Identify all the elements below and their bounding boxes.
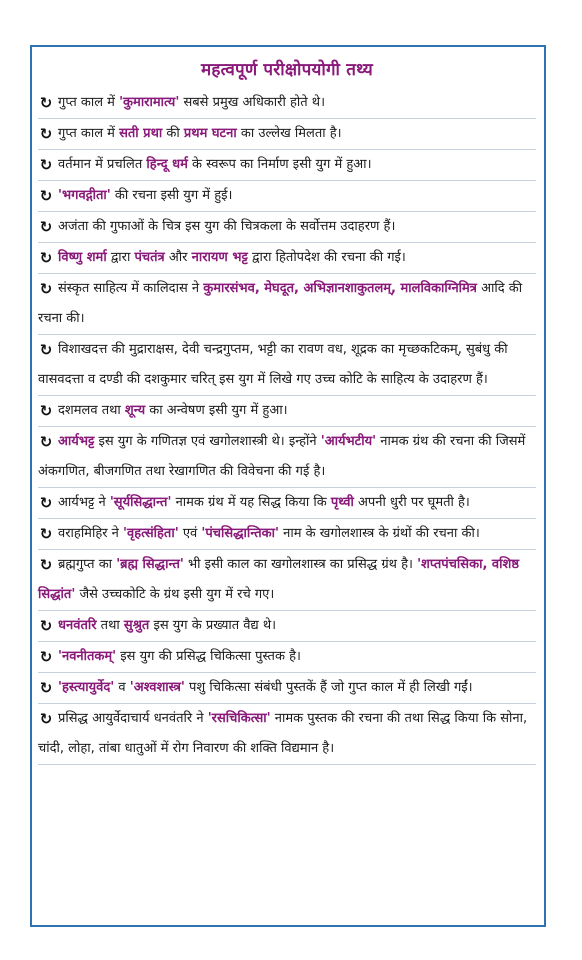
arrow-circle-icon: ↻ <box>39 218 53 236</box>
fact-text: सबसे प्रमुख अधिकारी होते थे। <box>179 95 326 110</box>
highlight-text: 'हस्त्यायुर्वेद' <box>58 680 115 695</box>
fact-text: आर्यभट्ट ने <box>58 495 110 510</box>
highlight-text: 'रसचिकित्सा' <box>207 711 271 726</box>
highlight-text: सुश्रुत <box>123 618 150 633</box>
arrow-circle-icon: ↻ <box>39 402 53 420</box>
list-item <box>38 704 536 765</box>
highlight-text: विष्णु शर्मा <box>58 250 107 265</box>
arrow-circle-icon: ↻ <box>39 280 53 298</box>
arrow-circle-icon: ↻ <box>39 617 53 635</box>
fact-text: और <box>164 250 192 265</box>
fact-text: नामक ग्रंथ की रचना की जिसमें अंकगणित, बीजगणित तथा रेखागणित की विवेचना की गई है। <box>38 434 526 479</box>
page-title: महत्वपूर्ण परीक्षोपयोगी तथ्य <box>201 60 373 80</box>
list-item <box>38 243 536 274</box>
arrow-circle-icon: ↻ <box>39 433 53 451</box>
fact-text: संस्कृत साहित्य में कालिदास ने <box>58 281 204 296</box>
facts-list <box>38 88 536 765</box>
list-item <box>38 396 536 427</box>
highlight-text: 'नवनीतकम्' <box>58 649 117 664</box>
fact-text: का अन्वेषण इसी युग में हुआ। <box>145 403 288 418</box>
list-item <box>38 335 536 396</box>
highlight-text: हिन्दू धर्म <box>146 157 188 172</box>
fact-text: आदि की रचना की। <box>38 281 523 326</box>
fact-text: द्वारा <box>106 250 135 265</box>
highlight-text: प्रथम घटना <box>183 126 237 141</box>
list-item <box>38 642 536 673</box>
highlight-text: 'वृहत्संहिता' <box>123 526 179 541</box>
fact-text: नामक ग्रंथ में यह सिद्ध किया कि <box>171 495 331 510</box>
list-item <box>38 181 536 212</box>
arrow-circle-icon: ↻ <box>39 249 53 267</box>
arrow-circle-icon: ↻ <box>39 156 53 174</box>
highlight-text: 'पंचसिद्धान्तिका' <box>201 526 280 541</box>
facts-card <box>30 45 546 927</box>
list-item <box>38 274 536 335</box>
fact-text: तथा <box>96 618 124 633</box>
fact-text: दशमलव तथा <box>58 403 125 418</box>
list-item <box>38 150 536 181</box>
list-item <box>38 488 536 519</box>
highlight-text: नारायण भट्ट <box>191 250 248 265</box>
highlight-text: आर्यभट्ट <box>58 434 95 449</box>
fact-text: व <box>114 680 130 695</box>
list-item <box>38 212 536 243</box>
list-item <box>38 611 536 642</box>
fact-text: वराहमिहिर ने <box>58 526 124 541</box>
fact-text: ब्रह्मगुप्त का <box>58 557 117 572</box>
fact-text: का उल्लेख मिलता है। <box>236 126 342 141</box>
highlight-text: शून्य <box>124 403 146 418</box>
arrow-circle-icon: ↻ <box>39 494 53 512</box>
highlight-text: 'ब्रह्म सिद्धान्त' <box>116 557 184 572</box>
list-item <box>38 673 536 704</box>
fact-text: जैसे उच्चकोटि के ग्रंथ इसी युग में रचे गए। <box>75 587 275 602</box>
highlight-text: 'आर्यभटीय' <box>320 434 377 449</box>
list-item <box>38 427 536 488</box>
highlight-text: सती प्रथा <box>119 126 163 141</box>
fact-text: वर्तमान में प्रचलित <box>58 157 147 172</box>
list-item <box>38 519 536 550</box>
highlight-text: 'कुमारामात्य' <box>119 95 180 110</box>
arrow-circle-icon: ↻ <box>39 648 53 666</box>
arrow-circle-icon: ↻ <box>39 187 53 205</box>
fact-text: प्रसिद्ध आयुर्वेदाचार्य धनवंतरि ने <box>58 711 208 726</box>
highlight-text: कुमारसंभव, मेघदूत, अभिज्ञानशाकुतलम्, मालविकाग्निमित्र <box>203 281 477 296</box>
arrow-circle-icon: ↻ <box>39 525 53 543</box>
arrow-circle-icon: ↻ <box>39 556 53 574</box>
highlight-text: पृथ्वी <box>330 495 354 510</box>
highlight-text: 'अश्वशास्त्र' <box>129 680 185 695</box>
fact-text: के स्वरूप का निर्माण इसी युग में हुआ। <box>187 157 372 172</box>
arrow-circle-icon: ↻ <box>39 94 53 112</box>
fact-text: नाम के खगोलशास्त्र के ग्रंथों की रचना की। <box>279 526 480 541</box>
fact-text: द्वारा हितोपदेश की रचना की गई। <box>247 250 406 265</box>
fact-text: विशाखदत्त की मुद्राराक्षस, देवी चन्द्रगुप्तम, भट्टी का रावण वध, शूद्रक का मृच्छकटिकम्, सुबंधु की वासवदत्ता व दण्डी की दशकुमार चरित् इस युग में लिखे गए उच्च कोटि के साहित्य के उदाहरण हैं। <box>38 342 508 387</box>
fact-text: की <box>162 126 184 141</box>
fact-text: भी इसी काल का खगोलशास्त्र का प्रसिद्ध ग्रंथ है। <box>183 557 418 572</box>
fact-text: पशु चिकित्सा संबंधी पुस्तकें हैं जो गुप्त काल में ही लिखी गईं। <box>184 680 473 695</box>
fact-text: नामक पुस्तक की रचना की तथा सिद्ध किया कि सोना, चांदी, लोहा, तांबा धातुओं में रोग निवारण की शक्ति विद्यमान है। <box>38 711 528 756</box>
fact-text: गुप्त काल में <box>58 126 120 141</box>
highlight-text: 'शप्तपंचसिका, वशिष्ठ सिद्धांत' <box>38 557 519 602</box>
list-item <box>38 550 536 611</box>
fact-text: गुप्त काल में <box>58 95 120 110</box>
list-item <box>38 119 536 150</box>
fact-text: अपनी धुरी पर घूमती है। <box>353 495 470 510</box>
fact-text: अजंता की गुफाओं के चित्र इस युग की चित्रकला के सर्वोत्तम उदाहरण हैं। <box>58 219 396 234</box>
fact-text: की रचना इसी युग में हुई। <box>110 188 233 203</box>
highlight-text: 'सूर्यसिद्धान्त' <box>109 495 172 510</box>
arrow-circle-icon: ↻ <box>39 125 53 143</box>
arrow-circle-icon: ↻ <box>39 679 53 697</box>
arrow-circle-icon: ↻ <box>39 710 53 728</box>
fact-text: इस युग की प्रसिद्ध चिकित्सा पुस्तक है। <box>116 649 301 664</box>
highlight-text: 'भगवद्गीता' <box>58 188 111 203</box>
highlight-text: पंचतंत्र <box>134 250 165 265</box>
highlight-text: धनवंतरि <box>58 618 97 633</box>
arrow-circle-icon: ↻ <box>39 341 53 359</box>
fact-text: इस युग के प्रख्यात वैद्य थे। <box>149 618 277 633</box>
fact-text: एवं <box>178 526 202 541</box>
list-item <box>38 88 536 119</box>
fact-text: इस युग के गणितज्ञ एवं खगोलशास्त्री थे। इन्होंने <box>94 434 321 449</box>
